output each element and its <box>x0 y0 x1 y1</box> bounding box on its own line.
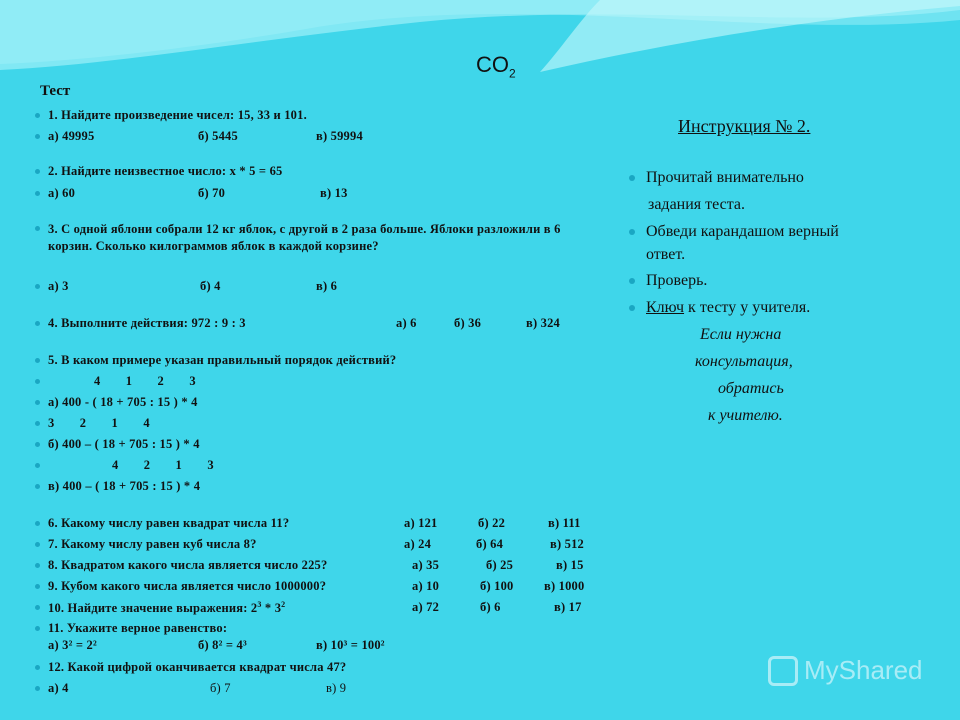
instruction-line-1: Прочитай внимательно <box>646 169 804 187</box>
question-1: 1. Найдите произведение чисел: 15, 33 и 101. <box>48 108 307 123</box>
instruction-line-4: Ключ к тесту у учителя. <box>646 299 810 317</box>
bullet-icon <box>35 191 40 196</box>
bullet-icon <box>629 175 635 181</box>
bullet-icon <box>35 134 40 139</box>
instruction-italic-2: консультация, <box>695 353 793 370</box>
bullet-icon <box>35 421 40 426</box>
question-7: 7. Какому числу равен куб числа 8? а) 24 б) 64 в) 512 <box>48 537 257 552</box>
bullet-icon <box>35 686 40 691</box>
bullet-icon <box>35 442 40 447</box>
instruction-line-2: Обведи карандашом верный <box>646 223 839 241</box>
bullet-icon <box>35 605 40 610</box>
bullet-icon <box>35 169 40 174</box>
bullet-icon <box>629 229 635 235</box>
question-4: 4. Выполните действия: 972 : 9 : 3 а) 6 б) 36 в) 324 <box>48 316 246 331</box>
bullet-icon <box>35 665 40 670</box>
bullet-icon <box>35 626 40 631</box>
bullet-icon <box>35 226 40 231</box>
expression-b: б) 400 – ( 18 + 705 : 15 ) * 4 <box>48 437 200 452</box>
instruction-line-2b: ответ. <box>646 246 686 263</box>
question-11: 11. Укажите верное равенство: <box>48 621 227 636</box>
question-10: 10. Найдите значение выражения: $2^3 * 3^2$ а) 72 б) 6 в) 17 <box>48 600 285 616</box>
question-12: 12. Какой цифрой оканчивается квадрат числа 47? <box>48 660 346 675</box>
bullet-icon <box>35 321 40 326</box>
instruction-line-3: Проверь. <box>646 272 707 290</box>
question-8: 8. Квадратом какого числа является число 225? а) 35 б) 25 в) 15 <box>48 558 327 573</box>
question-3: 3. С одной яблони собрали 12 кг яблок, с другой в 2 раза больше. Яблоки разложили в 6 корзин. Сколько килограммов яблок в каждой корзине? <box>48 221 568 255</box>
myshared-logo-icon <box>768 656 798 686</box>
bullet-icon <box>35 463 40 468</box>
instruction-italic-3: обратись <box>718 380 784 397</box>
bullet-icon <box>629 305 635 311</box>
expression-c: в) 400 – ( 18 + 705 : 15 ) * 4 <box>48 479 200 494</box>
bullet-icon <box>35 484 40 489</box>
slide-title: $CO_2$ <box>476 52 516 81</box>
instruction-italic-1: Если нужна <box>700 326 782 343</box>
question-2: 2. Найдите неизвестное число: х * 5 = 65 <box>48 164 282 179</box>
bullet-icon <box>35 542 40 547</box>
bullet-icon <box>35 563 40 568</box>
instruction-title: Инструкция № 2. <box>678 116 811 136</box>
bullet-icon <box>35 521 40 526</box>
order-3: 4 2 1 3 <box>112 458 214 473</box>
instruction-italic-4: к учителю. <box>708 407 783 424</box>
test-label: Тест <box>40 83 71 99</box>
bullet-icon <box>35 284 40 289</box>
question-9: 9. Кубом какого числа является число 1000000? а) 10 б) 100 в) 1000 <box>48 579 326 594</box>
order-2: 3 2 1 4 <box>48 416 150 431</box>
order-1: 4 1 2 3 <box>94 374 196 389</box>
bullet-icon <box>35 584 40 589</box>
expression-a: а) 400 - ( 18 + 705 : 15 ) * 4 <box>48 395 198 410</box>
bullet-icon <box>629 278 635 284</box>
question-6: 6. Какому числу равен квадрат числа 11? а) 121 б) 22 в) 111 <box>48 516 289 531</box>
instruction-line-1b: задания теста. <box>648 196 746 213</box>
bullet-icon <box>35 113 40 118</box>
bullet-icon <box>35 379 40 384</box>
watermark: MyShared <box>768 655 923 686</box>
question-5: 5. В каком примере указан правильный порядок действий? <box>48 353 396 368</box>
bullet-icon <box>35 400 40 405</box>
bullet-icon <box>35 358 40 363</box>
